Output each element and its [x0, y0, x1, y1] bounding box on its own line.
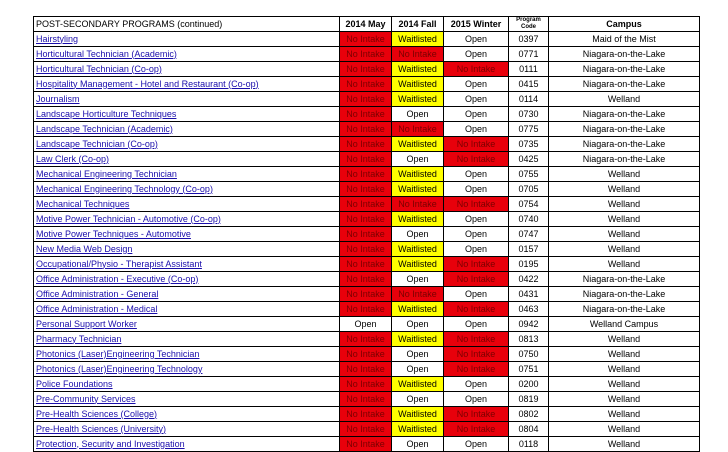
program-cell[interactable]	[34, 122, 340, 137]
code-cell: 0415	[509, 77, 549, 92]
table-row	[34, 257, 700, 272]
fall-status-cell: Waitlisted	[392, 137, 444, 152]
campus-cell: Welland	[549, 182, 700, 197]
table-row	[34, 212, 700, 227]
code-cell: 0157	[509, 242, 549, 257]
fall-status-cell: Waitlisted	[392, 62, 444, 77]
campus-cell: Welland	[549, 407, 700, 422]
program-cell[interactable]	[34, 302, 340, 317]
campus-column-header: Campus	[549, 17, 700, 32]
may-status-cell: No Intake	[340, 182, 392, 197]
table-row	[34, 92, 700, 107]
program-cell[interactable]	[34, 227, 340, 242]
program-cell[interactable]	[34, 77, 340, 92]
table-row	[34, 242, 700, 257]
table-row	[34, 287, 700, 302]
may-status-cell: No Intake	[340, 407, 392, 422]
winter-status-cell: No Intake	[444, 302, 509, 317]
campus-cell: Welland	[549, 167, 700, 182]
fall-status-cell: No Intake	[392, 47, 444, 62]
winter-status-cell: No Intake	[444, 362, 509, 377]
program-link[interactable]: Photonics (Laser)Engineering Technology	[36, 363, 203, 374]
campus-cell: Welland	[549, 437, 700, 452]
table-row	[34, 182, 700, 197]
program-cell[interactable]	[34, 92, 340, 107]
fall-status-cell: Waitlisted	[392, 377, 444, 392]
fall-status-cell: Open	[392, 227, 444, 242]
program-cell[interactable]	[34, 32, 340, 47]
header-row	[34, 17, 700, 32]
code-column-header	[509, 17, 549, 32]
code-cell: 0425	[509, 152, 549, 167]
code-cell: 0431	[509, 287, 549, 302]
program-cell[interactable]	[34, 47, 340, 62]
program-link[interactable]: Journalism	[36, 93, 80, 104]
winter-status-cell: Open	[444, 212, 509, 227]
program-link[interactable]: Horticultural Technician (Co-op)	[36, 63, 162, 74]
campus-cell: Welland Campus	[549, 317, 700, 332]
fall-status-cell: No Intake	[392, 197, 444, 212]
program-cell[interactable]	[34, 197, 340, 212]
program-link[interactable]: Pre-Health Sciences (College)	[36, 408, 158, 419]
campus-cell: Niagara-on-the-Lake	[549, 152, 700, 167]
table-row	[34, 317, 700, 332]
fall-status-cell: Open	[392, 392, 444, 407]
program-link[interactable]: Personal Support Worker	[36, 318, 137, 329]
may-status-cell: No Intake	[340, 122, 392, 137]
fall-status-cell: Open	[392, 107, 444, 122]
table-row	[34, 122, 700, 137]
program-cell[interactable]	[34, 167, 340, 182]
fall-status-cell: No Intake	[392, 122, 444, 137]
winter-status-cell: No Intake	[444, 152, 509, 167]
code-cell: 0397	[509, 32, 549, 47]
may-status-cell: No Intake	[340, 242, 392, 257]
program-cell[interactable]	[34, 137, 340, 152]
program-cell[interactable]	[34, 347, 340, 362]
campus-cell: Welland	[549, 227, 700, 242]
may-status-cell: No Intake	[340, 287, 392, 302]
winter-status-cell: Open	[444, 107, 509, 122]
may-status-cell: No Intake	[340, 77, 392, 92]
table-row	[34, 362, 700, 377]
program-cell[interactable]	[34, 422, 340, 437]
may-status-cell: No Intake	[340, 137, 392, 152]
winter-status-cell: Open	[444, 437, 509, 452]
fall-status-cell: Waitlisted	[392, 182, 444, 197]
may-status-cell: No Intake	[340, 197, 392, 212]
table-row	[34, 227, 700, 242]
program-cell[interactable]	[34, 152, 340, 167]
program-column-header: POST-SECONDARY PROGRAMS (continued)	[34, 17, 340, 32]
fall-status-cell: Waitlisted	[392, 212, 444, 227]
campus-cell: Maid of the Mist	[549, 32, 700, 47]
may-status-cell: No Intake	[340, 47, 392, 62]
winter-status-cell: No Intake	[444, 407, 509, 422]
fall-status-cell: Open	[392, 272, 444, 287]
code-cell: 0804	[509, 422, 549, 437]
campus-cell: Niagara-on-the-Lake	[549, 272, 700, 287]
fall-status-cell: Open	[392, 152, 444, 167]
program-cell[interactable]	[34, 182, 340, 197]
table-row	[34, 392, 700, 407]
table-row	[34, 437, 700, 452]
code-cell: 0747	[509, 227, 549, 242]
campus-cell: Welland	[549, 257, 700, 272]
winter-status-cell: Open	[444, 377, 509, 392]
table-row	[34, 137, 700, 152]
code-cell: 0114	[509, 92, 549, 107]
programs-table	[33, 16, 700, 452]
campus-cell: Niagara-on-the-Lake	[549, 302, 700, 317]
program-link[interactable]: Pre-Community Services	[36, 393, 136, 404]
table-row	[34, 272, 700, 287]
may-status-cell: No Intake	[340, 392, 392, 407]
fall-status-cell: Open	[392, 437, 444, 452]
may-status-cell: No Intake	[340, 107, 392, 122]
program-link[interactable]: Landscape Technician (Academic)	[36, 123, 173, 134]
program-link[interactable]: Motive Power Technician - Automotive (Co-op)	[36, 213, 221, 224]
program-link[interactable]: Hospitality Management - Hotel and Restaurant (Co-op)	[36, 78, 259, 89]
table-row	[34, 377, 700, 392]
program-cell[interactable]	[34, 272, 340, 287]
may-status-cell: No Intake	[340, 227, 392, 242]
program-cell[interactable]	[34, 62, 340, 77]
may-status-cell: No Intake	[340, 422, 392, 437]
program-cell[interactable]	[34, 317, 340, 332]
program-cell[interactable]	[34, 437, 340, 452]
table-row	[34, 197, 700, 212]
may-status-cell: No Intake	[340, 437, 392, 452]
campus-cell: Welland	[549, 362, 700, 377]
table-row	[34, 32, 700, 47]
table-row	[34, 62, 700, 77]
program-link[interactable]: Landscape Horticulture Techniques	[36, 108, 177, 119]
program-cell[interactable]	[34, 407, 340, 422]
program-cell[interactable]	[34, 257, 340, 272]
table-row	[34, 407, 700, 422]
fall-status-cell: Waitlisted	[392, 92, 444, 107]
program-link[interactable]: New Media Web Design	[36, 243, 133, 254]
may-status-cell: No Intake	[340, 32, 392, 47]
fall-status-cell: Waitlisted	[392, 302, 444, 317]
campus-cell: Welland	[549, 392, 700, 407]
program-link[interactable]: Mechanical Engineering Technician	[36, 168, 177, 179]
winter-status-cell: No Intake	[444, 422, 509, 437]
table-row	[34, 302, 700, 317]
code-header-line-2: Code	[521, 24, 536, 30]
fall-status-cell: Waitlisted	[392, 77, 444, 92]
winter-status-cell: No Intake	[444, 62, 509, 77]
winter-status-cell: Open	[444, 227, 509, 242]
winter-status-cell: No Intake	[444, 332, 509, 347]
winter-status-cell: Open	[444, 32, 509, 47]
code-cell: 0705	[509, 182, 549, 197]
fall-status-cell: Open	[392, 347, 444, 362]
may-status-cell: No Intake	[340, 332, 392, 347]
code-cell: 0740	[509, 212, 549, 227]
may-status-cell: No Intake	[340, 152, 392, 167]
fall-status-cell: Waitlisted	[392, 332, 444, 347]
campus-cell: Welland	[549, 242, 700, 257]
winter-status-cell: No Intake	[444, 137, 509, 152]
code-cell: 0735	[509, 137, 549, 152]
code-cell: 0751	[509, 362, 549, 377]
winter-column-header: 2015 Winter	[444, 17, 509, 32]
winter-status-cell: Open	[444, 242, 509, 257]
may-status-cell: No Intake	[340, 167, 392, 182]
code-cell: 0813	[509, 332, 549, 347]
program-link[interactable]: Office Administration - Medical	[36, 303, 158, 314]
program-cell[interactable]	[34, 212, 340, 227]
table-row	[34, 107, 700, 122]
program-cell[interactable]	[34, 377, 340, 392]
campus-cell: Welland	[549, 377, 700, 392]
may-column-header: 2014 May	[340, 17, 392, 32]
program-link[interactable]: Mechanical Engineering Technology (Co-op)	[36, 183, 213, 194]
program-cell[interactable]	[34, 332, 340, 347]
winter-status-cell: Open	[444, 47, 509, 62]
program-link[interactable]: Police Foundations	[36, 378, 113, 389]
program-cell[interactable]	[34, 242, 340, 257]
campus-cell: Welland	[549, 197, 700, 212]
winter-status-cell: No Intake	[444, 347, 509, 362]
program-link[interactable]: Landscape Technician (Co-op)	[36, 138, 158, 149]
program-cell[interactable]	[34, 107, 340, 122]
fall-status-cell: Waitlisted	[392, 32, 444, 47]
winter-status-cell: Open	[444, 182, 509, 197]
fall-status-cell: Waitlisted	[392, 257, 444, 272]
campus-cell: Welland	[549, 212, 700, 227]
program-link[interactable]: Hairstyling	[36, 33, 79, 44]
table-row	[34, 152, 700, 167]
campus-cell: Niagara-on-the-Lake	[549, 122, 700, 137]
table-row	[34, 77, 700, 92]
winter-status-cell: Open	[444, 392, 509, 407]
may-status-cell: No Intake	[340, 257, 392, 272]
program-link[interactable]: Horticultural Technician (Academic)	[36, 48, 177, 59]
may-status-cell: No Intake	[340, 347, 392, 362]
code-cell: 0195	[509, 257, 549, 272]
campus-cell: Welland	[549, 332, 700, 347]
may-status-cell: No Intake	[340, 302, 392, 317]
program-link[interactable]: Motive Power Techniques - Automotive	[36, 228, 191, 239]
fall-status-cell: Waitlisted	[392, 422, 444, 437]
campus-cell: Welland	[549, 92, 700, 107]
program-link[interactable]: Office Administration - Executive (Co-op)	[36, 273, 199, 284]
code-header-line-1: Program	[516, 17, 541, 23]
fall-status-cell: Waitlisted	[392, 242, 444, 257]
winter-status-cell: No Intake	[444, 257, 509, 272]
program-cell[interactable]	[34, 392, 340, 407]
code-cell: 0730	[509, 107, 549, 122]
program-cell[interactable]	[34, 362, 340, 377]
campus-cell: Niagara-on-the-Lake	[549, 137, 700, 152]
code-cell: 0771	[509, 47, 549, 62]
program-link[interactable]: Photonics (Laser)Engineering Technician	[36, 348, 200, 359]
program-cell[interactable]	[34, 287, 340, 302]
code-cell: 0802	[509, 407, 549, 422]
may-status-cell: No Intake	[340, 362, 392, 377]
campus-cell: Niagara-on-the-Lake	[549, 62, 700, 77]
program-link[interactable]: Protection, Security and Investigation	[36, 438, 185, 449]
code-cell: 0755	[509, 167, 549, 182]
winter-status-cell: Open	[444, 317, 509, 332]
campus-cell: Welland	[549, 422, 700, 437]
program-link[interactable]: Pre-Health Sciences (University)	[36, 423, 167, 434]
code-cell: 0750	[509, 347, 549, 362]
winter-status-cell: No Intake	[444, 272, 509, 287]
code-cell: 0819	[509, 392, 549, 407]
table-row	[34, 167, 700, 182]
code-cell: 0463	[509, 302, 549, 317]
campus-cell: Niagara-on-the-Lake	[549, 77, 700, 92]
program-link[interactable]: Pharmacy Technician	[36, 333, 122, 344]
campus-cell: Welland	[549, 347, 700, 362]
code-cell: 0422	[509, 272, 549, 287]
program-link[interactable]: Law Clerk (Co-op)	[36, 153, 110, 164]
program-link[interactable]: Mechanical Techniques	[36, 198, 130, 209]
code-cell: 0200	[509, 377, 549, 392]
may-status-cell: No Intake	[340, 377, 392, 392]
fall-status-cell: Waitlisted	[392, 407, 444, 422]
winter-status-cell: Open	[444, 287, 509, 302]
may-status-cell: No Intake	[340, 212, 392, 227]
may-status-cell: No Intake	[340, 62, 392, 77]
program-link[interactable]: Occupational/Physio - Therapist Assistant	[36, 258, 202, 269]
fall-status-cell: Open	[392, 362, 444, 377]
winter-status-cell: Open	[444, 122, 509, 137]
campus-cell: Niagara-on-the-Lake	[549, 287, 700, 302]
may-status-cell: Open	[340, 317, 392, 332]
fall-status-cell: Open	[392, 317, 444, 332]
table-row	[34, 347, 700, 362]
winter-status-cell: Open	[444, 92, 509, 107]
fall-status-cell: Waitlisted	[392, 167, 444, 182]
code-cell: 0942	[509, 317, 549, 332]
may-status-cell: No Intake	[340, 92, 392, 107]
winter-status-cell: Open	[444, 77, 509, 92]
may-status-cell: No Intake	[340, 272, 392, 287]
campus-cell: Niagara-on-the-Lake	[549, 47, 700, 62]
campus-cell: Niagara-on-the-Lake	[549, 107, 700, 122]
code-cell: 0111	[509, 62, 549, 77]
table-row	[34, 332, 700, 347]
winter-status-cell: No Intake	[444, 197, 509, 212]
winter-status-cell: Open	[444, 167, 509, 182]
code-cell: 0775	[509, 122, 549, 137]
table-row	[34, 47, 700, 62]
code-cell: 0118	[509, 437, 549, 452]
fall-status-cell: No Intake	[392, 287, 444, 302]
code-cell: 0754	[509, 197, 549, 212]
fall-column-header: 2014 Fall	[392, 17, 444, 32]
table-row	[34, 422, 700, 437]
program-link[interactable]: Office Administration - General	[36, 288, 159, 299]
